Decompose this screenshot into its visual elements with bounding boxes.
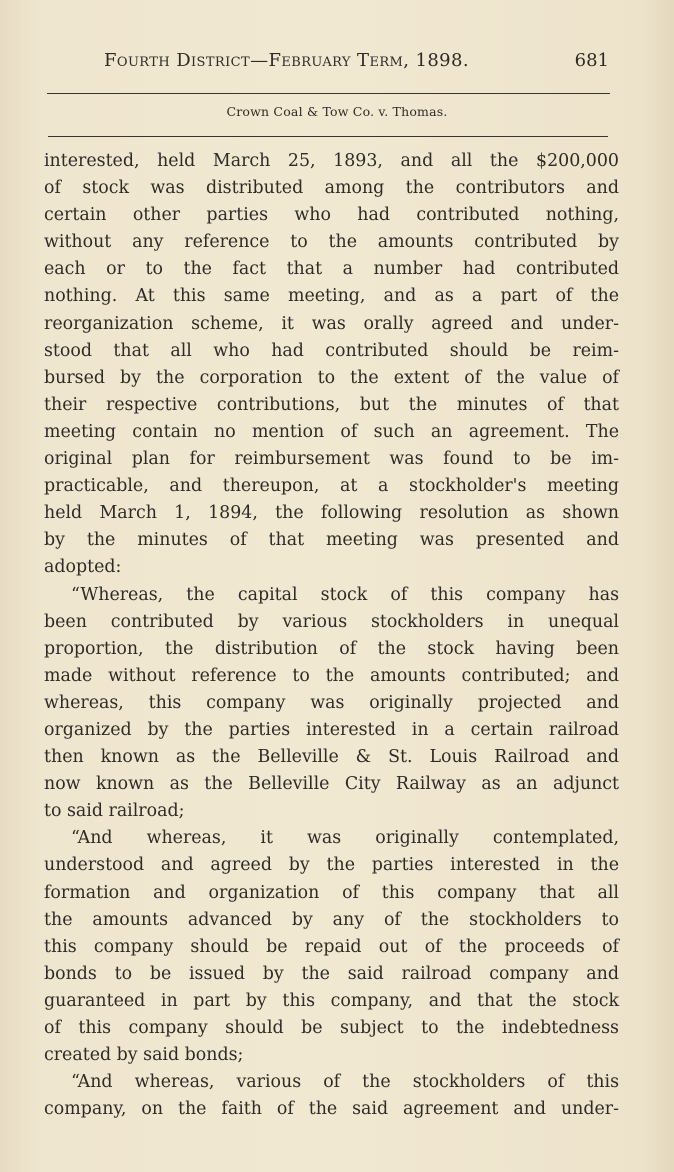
text-line: been contributed by various stockholders in unequal <box>44 611 619 632</box>
text-line: company, on the faith of the said agreement and under- <box>44 1099 619 1120</box>
running-head <box>104 50 609 80</box>
text-line: made without reference to the amounts contributed; and <box>44 665 619 686</box>
text-line: practicable, and thereupon, at a stockholder's meeting <box>44 476 619 497</box>
text-line: now known as the Belleville City Railway as an adjunct <box>44 774 619 795</box>
text-line: this company should be repaid out of the proceeds of <box>44 936 619 957</box>
text-line: stood that all who had contributed should be reim- <box>44 340 619 361</box>
text-line: by the minutes of that meeting was presented and <box>44 530 619 551</box>
header-rule-bottom <box>48 136 608 137</box>
text-line: held March 1, 1894, the following resolution as shown <box>44 503 619 524</box>
text-line: meeting contain no mention of such an agreement. The <box>44 421 619 442</box>
text-line: then known as the Belleville & St. Louis Railroad and <box>44 747 619 768</box>
page-number: 681 <box>574 50 609 71</box>
text-line: “And whereas, various of the stockholders of this <box>71 1072 619 1093</box>
text-line: the amounts advanced by any of the stockholders to <box>44 909 619 930</box>
text-line: interested, held March 25, 1893, and all the $200,000 <box>44 151 619 171</box>
text-line: bonds to be issued by the said railroad company and <box>44 963 619 984</box>
text-line: to said railroad; <box>44 801 185 822</box>
text-line: original plan for reimbursement was found to be im- <box>44 449 619 470</box>
text-line: proportion, the distribution of the stock having been <box>44 638 619 659</box>
running-head-title: Fourth District—February Term, 1898. <box>104 50 470 71</box>
text-line: of stock was distributed among the contributors and <box>44 178 619 199</box>
text-line: created by said bonds; <box>44 1045 244 1066</box>
text-line: nothing. At this same meeting, and as a part of the <box>44 286 619 307</box>
text-line: certain other parties who had contributed nothing, <box>44 205 619 226</box>
text-line: of this company should be subject to the indebtedness <box>44 1018 619 1038</box>
text-line: “Whereas, the capital stock of this company has <box>71 584 619 605</box>
text-line: without any reference to the amounts contributed by <box>44 232 619 253</box>
case-title: Crown Coal & Tow Co. v. Thomas. <box>226 104 448 119</box>
body-text <box>44 148 619 1123</box>
text-line: adopted: <box>44 557 122 578</box>
text-line: organized by the parties interested in a certain railroad <box>44 719 619 740</box>
text-line: understood and agreed by the parties interested in the <box>44 855 619 876</box>
text-line: guaranteed in part by this company, and that the stock <box>44 990 619 1011</box>
header-rule-top <box>47 93 610 94</box>
text-line: whereas, this company was originally projected and <box>44 692 619 713</box>
text-line: formation and organization of this company that all <box>44 882 619 903</box>
text-line: “And whereas, it was originally contemplated, <box>71 828 619 849</box>
text-line: their respective contributions, but the minutes of that <box>44 394 619 415</box>
text-line: reorganization scheme, it was orally agreed and under- <box>44 313 619 334</box>
text-line: bursed by the corporation to the extent of the value of <box>44 367 619 388</box>
text-line: each or to the fact that a number had contributed <box>44 259 619 280</box>
